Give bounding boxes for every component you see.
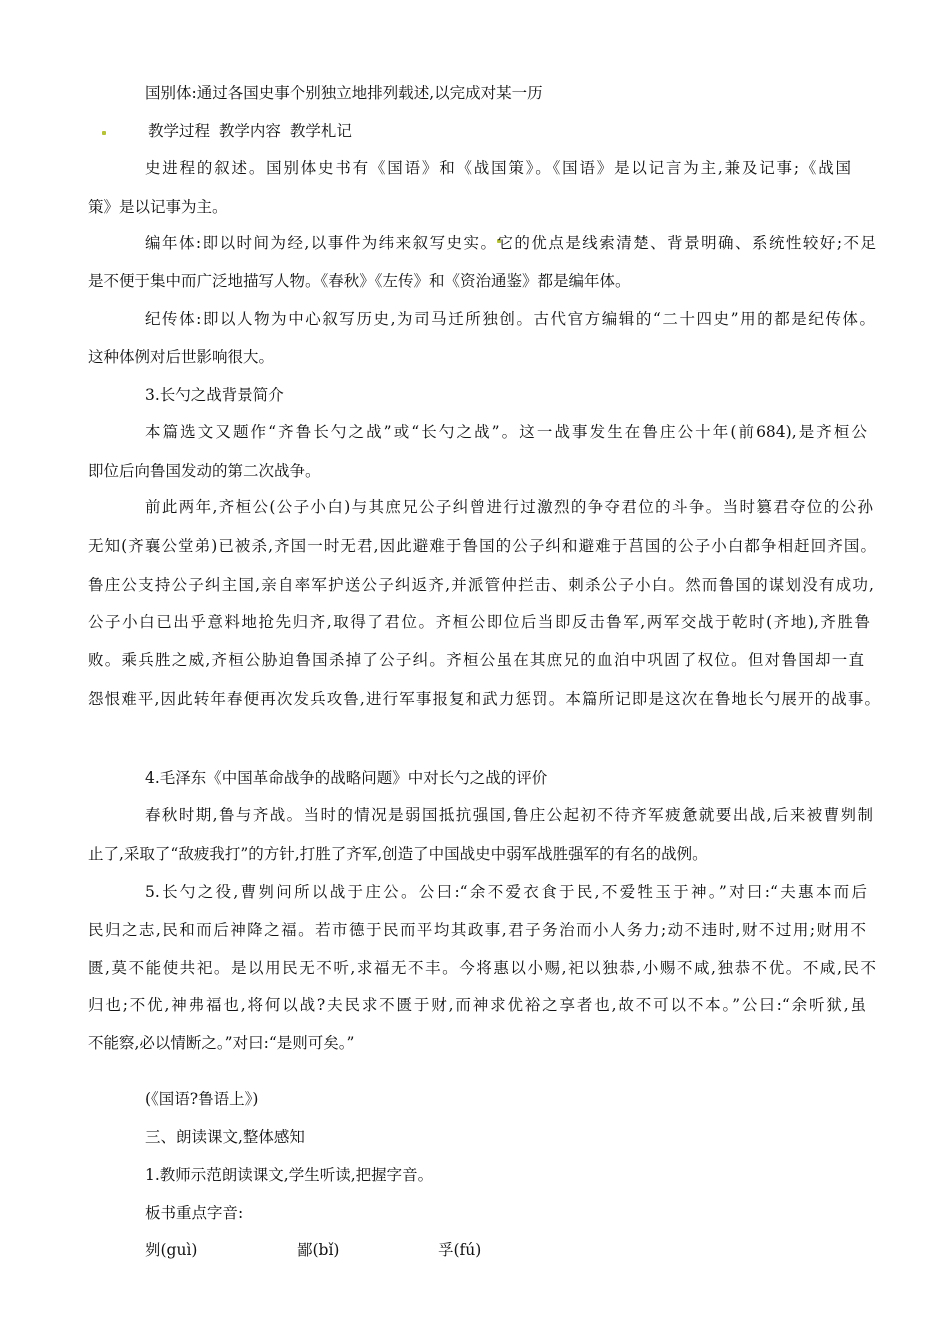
- text-line: 前此两年,齐桓公(公子小白)与其庶兄公子纠曾进行过激烈的争夺君位的斗争。当时篡君夺位的公孙: [145, 498, 873, 516]
- text-line: 鲁庄公支持公子纠主国,亲自率军护送公子纠返齐,并派管仲拦击、刺杀公子小白。然而鲁国的谋划没有成功,: [88, 576, 874, 594]
- text-line: 编年体:即以时间为经,以事件为纬来叙写史实。它的优点是线索清楚、背景明确、系统性较好;不足: [145, 234, 876, 252]
- text-line: 公子小白已出乎意料地抢先归齐,取得了君位。齐桓公即位后当即反击鲁军,两军交战于乾时(齐地),齐胜鲁: [88, 613, 870, 631]
- text-line: 怨恨难平,因此转年春便再次发兵攻鲁,进行军事报复和武力惩罚。本篇所记即是这次在鲁地长勺展开的战事。: [88, 690, 880, 708]
- text-line: 板书重点字音:: [145, 1204, 244, 1222]
- text-line: 止了,采取了“敌疲我打”的方针,打胜了齐军,创造了中国战史中弱军战胜强军的有名的战例。: [88, 845, 708, 863]
- text-line: 这种体例对后世影响很大。: [88, 348, 275, 366]
- text-line: 是不便于集中而广泛地描写人物。《春秋》《左传》和《资治通鉴》都是编年体。: [88, 272, 631, 290]
- section-heading: 三、朗读课文,整体感知: [145, 1128, 305, 1146]
- text-line: 5.长勺之役,曹刿问所以战于庄公。公曰:“余不爱衣食于民,不爱牲玉于神。”对曰:“夫惠本而后: [145, 883, 867, 901]
- text-line: 败。乘兵胜之威,齐桓公胁迫鲁国杀掉了公子纠。齐桓公虽在其庶兄的血泊中巩固了权位。但对鲁国却一直: [88, 651, 864, 669]
- text-line: 即位后向鲁国发动的第二次战争。: [88, 462, 321, 480]
- text-line: 无知(齐襄公堂弟)已被杀,齐国一时无君,因此避难于鲁国的公子纠和避难于莒国的公子小白都争相赶回齐国。: [88, 537, 876, 555]
- citation: (《国语?鲁语上》): [145, 1090, 259, 1108]
- text-line: 纪传体:即以人物为中心叙写历史,为司马迁所独创。古代官方编辑的“二十四史”用的都是纪传体。: [145, 310, 875, 328]
- text-line: 匮,莫不能使共祀。是以用民无不听,求福无不丰。今将惠以小赐,祀以独恭,小赐不咸,独恭不优。不咸,民不: [88, 959, 876, 977]
- text-line: 国别体:通过各国史事个别独立地排列载述,以完成对某一历: [145, 84, 543, 102]
- pinyin-item: 孚(fú): [438, 1241, 482, 1259]
- text-line: 本篇选文又题作“齐鲁长勺之战”或“长勺之战”。这一战事发生在鲁庄公十年(前684),是齐桓公: [145, 423, 867, 441]
- text-line: 不能察,必以情断之。”对曰:“是则可矣。”: [88, 1034, 355, 1052]
- text-line: 策》是以记事为主。: [88, 198, 228, 216]
- pinyin-item: 刿(guì): [145, 1241, 198, 1259]
- decorative-dot: [102, 131, 106, 135]
- text-line: 归也;不优,神弗福也,将何以战?夫民求不匮于财,而神求优裕之享者也,故不可以不本。”公曰:“余听狱,虽: [88, 996, 866, 1014]
- text-line: 教学过程 教学内容 教学札记: [148, 122, 352, 140]
- pinyin-item: 鄙(bǐ): [297, 1241, 340, 1259]
- text-line: 史进程的叙述。国别体史书有《国语》和《战国策》。《国语》是以记言为主,兼及记事;《战国: [145, 159, 851, 177]
- text-line: 1.教师示范朗读课文,学生听读,把握字音。: [145, 1166, 434, 1184]
- text-line: 民归之志,民和而后神降之福。若市德于民而平均其政事,君子务治而小人务力;动不违时,财不过用;财用不: [88, 921, 866, 939]
- text-line: 春秋时期,鲁与齐战。当时的情况是弱国抵抗强国,鲁庄公起初不待齐军疲惫就要出战,后来被曹刿制: [145, 806, 873, 824]
- section-heading: 3.长勺之战背景简介: [145, 386, 284, 404]
- section-heading: 4.毛泽东《中国革命战争的战略问题》中对长勺之战的评价: [145, 769, 548, 787]
